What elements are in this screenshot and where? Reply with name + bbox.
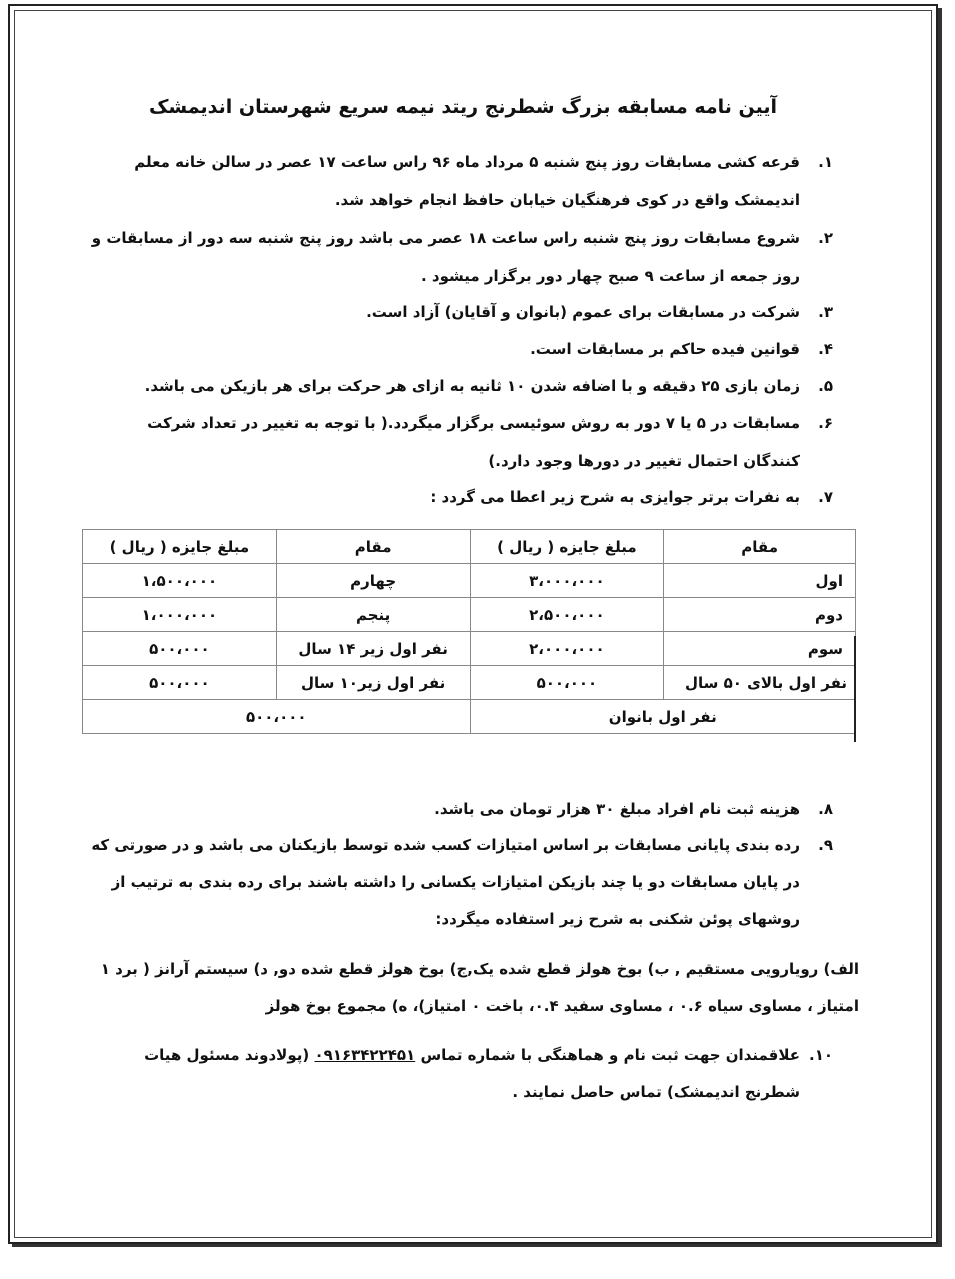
tiebreak-line: امتیاز ، مساوی سیاه ۰.۶ ، مساوی سفید ۰.۴، باخت ۰ امتیاز)، ه) مجموع بوخ هولز (265, 997, 859, 1015)
contact-text: علاقمندان جهت ثبت نام و هماهنگی با شماره تماس (420, 1046, 800, 1064)
table-header-cell: مقام (276, 530, 470, 564)
rank-cell: نفر اول بالای ۵۰ سال (664, 666, 856, 700)
item-number: ۹. (818, 836, 833, 854)
item-number: ۳. (818, 303, 833, 321)
item-line: روشهای پوئن شکنی به شرح زیر استفاده میگردد: (435, 910, 800, 928)
item-number: ۴. (818, 340, 833, 358)
amount-cell: ۵۰۰،۰۰۰ (83, 632, 277, 666)
table-row (83, 700, 856, 734)
amount-cell: ۵۰۰،۰۰۰ (470, 666, 664, 700)
item-line: کنندگان احتمال تغییر در دورها وجود دارد.) (488, 452, 800, 470)
table-row (83, 666, 856, 700)
item-line: مسابقات در ۵ یا ۷ دور به روش سوئیسی برگزار میگردد.( با توجه به تغییر در تعداد شرکت (147, 414, 800, 432)
table-row (83, 632, 856, 666)
rank-cell: دوم (664, 598, 856, 632)
amount-cell: ۲،۰۰۰،۰۰۰ (470, 632, 664, 666)
table-row (83, 598, 856, 632)
amount-cell: ۳،۰۰۰،۰۰۰ (470, 564, 664, 598)
document-title: آیین نامه مسابقه بزرگ شطرنج ریتد نیمه سریع شهرستان اندیمشک (148, 96, 777, 118)
table-row (83, 564, 856, 598)
phone-number: ۰۹۱۶۳۴۲۲۴۵۱ (314, 1046, 416, 1064)
item-number: ۱۰. (808, 1046, 833, 1064)
rank-cell: نفر اول زیر ۱۴ سال (276, 632, 470, 666)
item-line: قرعه کشی مسابقات روز پنج شنبه ۵ مرداد ماه ۹۶ راس ساعت ۱۷ عصر در سالن خانه معلم (134, 153, 800, 171)
rank-cell: نفر اول بانوان (470, 700, 855, 734)
item-number: ۵. (818, 377, 833, 395)
rank-cell: سوم (664, 632, 856, 666)
item-line: شطرنج اندیمشک) تماس حاصل نمایند . (512, 1083, 800, 1101)
amount-cell: ۲،۵۰۰،۰۰۰ (470, 598, 664, 632)
item-number: ۸. (818, 800, 833, 818)
amount-cell: ۱،۰۰۰،۰۰۰ (83, 598, 277, 632)
tiebreak-line: الف) رویارویی مستقیم , ب) بوخ هولز قطع شده یک,ج) بوخ هولز قطع شده دو, د) سیستم آرانز ( برد ۱ (100, 960, 859, 978)
prize-table (82, 529, 856, 734)
item-line: در پایان مسابقات دو یا چند بازیکن امتیازات یکسانی را داشته باشند برای رده بندی به ترتیب از (111, 873, 800, 891)
rank-cell: پنجم (276, 598, 470, 632)
item-line: زمان بازی ۲۵ دقیقه و با اضافه شدن ۱۰ ثانیه به ازای هر حرکت برای هر بازیکن می باشد. (144, 377, 800, 395)
item-line: هزینه ثبت نام افراد مبلغ ۳۰ هزار تومان می باشد. (434, 800, 800, 818)
table-header-cell: مبلغ جایزه ( ریال ) (470, 530, 664, 564)
rank-cell: اول (664, 564, 856, 598)
item-line: اندیمشک واقع در کوی فرهنگیان خیابان حافظ انجام خواهد شد. (334, 191, 800, 209)
item-line: شرکت در مسابقات برای عموم (بانوان و آقایان) آزاد است. (366, 303, 800, 321)
item-line-contact (144, 1046, 800, 1064)
item-line: قوانین فیده حاکم بر مسابقات است. (530, 340, 800, 358)
item-line: روز جمعه از ساعت ۹ صبح چهار دور برگزار میشود . (420, 267, 800, 285)
item-line: شروع مسابقات روز پنج شنبه راس ساعت ۱۸ عصر می باشد روز پنج شنبه سه دور از مسابقات و (91, 229, 800, 247)
contact-text: (پولادوند مسئول هیات (144, 1046, 310, 1064)
item-number: ۷. (818, 488, 833, 506)
item-number: ۶. (818, 414, 833, 432)
table-header-cell: مبلغ جایزه ( ریال ) (83, 530, 277, 564)
rank-cell: نفر اول زیر۱۰ سال (276, 666, 470, 700)
table-header-cell: مقام (664, 530, 856, 564)
rank-cell: چهارم (276, 564, 470, 598)
item-line: رده بندی پایانی مسابقات بر اساس امتیازات کسب شده توسط بازیکنان می باشد و در صورتی که (91, 836, 800, 854)
item-number: ۲. (818, 229, 833, 247)
amount-cell: ۵۰۰،۰۰۰ (83, 700, 471, 734)
table-header-row (83, 530, 856, 564)
amount-cell: ۱،۵۰۰،۰۰۰ (83, 564, 277, 598)
item-line: به نفرات برتر جوایزی به شرح زیر اعطا می گردد : (430, 488, 800, 506)
table-edge-line (854, 636, 856, 742)
item-number: ۱. (818, 153, 833, 171)
amount-cell: ۵۰۰،۰۰۰ (83, 666, 277, 700)
